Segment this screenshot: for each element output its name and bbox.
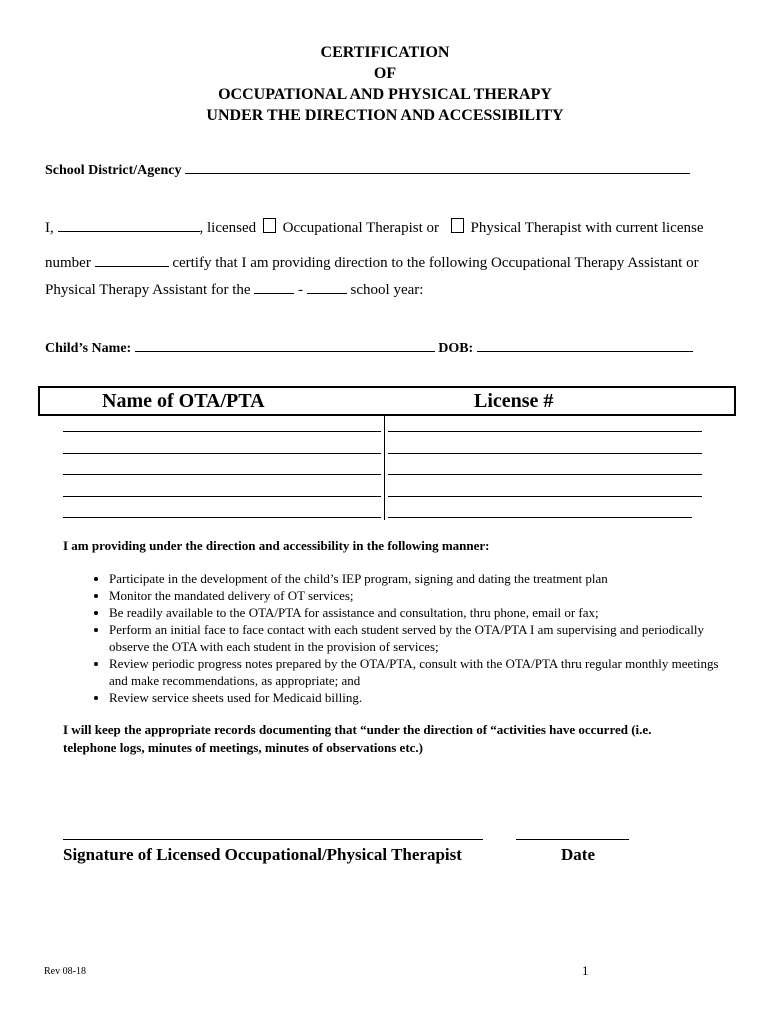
records-statement bbox=[63, 721, 651, 757]
number-label: number bbox=[45, 255, 91, 271]
license-field-4[interactable] bbox=[388, 496, 702, 497]
year-dash: - bbox=[298, 282, 304, 298]
statement-line-3 bbox=[45, 281, 423, 299]
list-item: • Monitor the mandated delivery of OT services; bbox=[109, 587, 725, 604]
manner-heading: I am providing under the direction and accessibility in the following manner: bbox=[63, 538, 490, 553]
records-line-1: I will keep the appropriate records documenting that “under the direction of “activities have occurred (i.e. bbox=[63, 722, 652, 737]
page-number: 1 bbox=[582, 963, 589, 978]
date-label: Date bbox=[561, 845, 595, 864]
pt-label: Physical Therapist with current license bbox=[470, 220, 704, 236]
list-item: • Perform an initial face to face contact with each student served by the OTA/PTA I am supervising and periodically observe the OTA with each student in the provision of services; bbox=[109, 621, 725, 655]
col-name-header: Name of OTA/PTA bbox=[102, 390, 265, 412]
dob-label: DOB: bbox=[438, 341, 474, 356]
district-label: School District/Agency bbox=[45, 163, 182, 178]
therapist-name-field[interactable] bbox=[58, 231, 200, 232]
child-name-field[interactable] bbox=[135, 351, 435, 352]
ota-name-field-5[interactable] bbox=[63, 517, 381, 518]
title-line-1: CERTIFICATION bbox=[320, 44, 450, 61]
year-start-field[interactable] bbox=[254, 293, 294, 294]
title-line-4: UNDER THE DIRECTION AND ACCESSIBILITY bbox=[206, 107, 564, 124]
certify-text: certify that I am providing direction to the following Occupational Therapy Assistant or bbox=[172, 255, 699, 271]
license-field-1[interactable] bbox=[388, 431, 702, 432]
year-end-field[interactable] bbox=[307, 293, 347, 294]
licensed-label: , licensed bbox=[199, 220, 257, 236]
ot-checkbox[interactable] bbox=[263, 218, 276, 233]
license-field-2[interactable] bbox=[388, 453, 702, 454]
pt-checkbox[interactable] bbox=[451, 218, 464, 233]
license-number-field[interactable] bbox=[95, 266, 169, 267]
records-line-2: telephone logs, minutes of meetings, minutes of observations etc.) bbox=[63, 740, 423, 755]
list-item: • Review periodic progress notes prepared by the OTA/PTA, consult with the OTA/PTA thru regular monthly meetings and make recommendations, as appropriate; and bbox=[109, 655, 725, 689]
date-field[interactable] bbox=[516, 839, 629, 840]
dob-field[interactable] bbox=[477, 351, 693, 352]
revision-label: Rev 08-18 bbox=[44, 966, 86, 977]
manner-list bbox=[85, 570, 725, 706]
title-line-2: OF bbox=[373, 65, 397, 82]
signature-field[interactable] bbox=[63, 839, 483, 840]
child-row bbox=[45, 340, 693, 358]
statement-line-1 bbox=[45, 218, 704, 237]
ota-name-field-2[interactable] bbox=[63, 453, 381, 454]
license-field-3[interactable] bbox=[388, 474, 702, 475]
ota-name-field-4[interactable] bbox=[63, 496, 381, 497]
ota-name-field-1[interactable] bbox=[63, 431, 381, 432]
ot-label: Occupational Therapist or bbox=[282, 220, 439, 236]
license-field-5[interactable] bbox=[388, 517, 692, 518]
district-row bbox=[45, 162, 690, 180]
child-name-label: Child’s Name: bbox=[45, 341, 132, 356]
ota-name-field-3[interactable] bbox=[63, 474, 381, 475]
page-title bbox=[0, 42, 770, 126]
list-item: • Be readily available to the OTA/PTA for assistance and consultation, thru phone, email or fax; bbox=[109, 604, 725, 621]
column-divider bbox=[384, 414, 385, 520]
signature-label: Signature of Licensed Occupational/Physical Therapist bbox=[63, 845, 462, 864]
list-item: • Participate in the development of the child’s IEP program, signing and dating the treatment plan bbox=[109, 570, 725, 587]
table-header bbox=[38, 386, 736, 416]
title-line-3: OCCUPATIONAL AND PHYSICAL THERAPY bbox=[218, 86, 552, 103]
district-field[interactable] bbox=[185, 173, 690, 174]
col-license-header: License # bbox=[474, 390, 554, 412]
school-year-label: school year: bbox=[350, 282, 424, 298]
statement-line-2 bbox=[45, 254, 699, 272]
school-year-prefix: Physical Therapy Assistant for the bbox=[45, 282, 251, 298]
i-label: I, bbox=[45, 220, 54, 236]
list-item: • Review service sheets used for Medicaid billing. bbox=[109, 689, 725, 706]
